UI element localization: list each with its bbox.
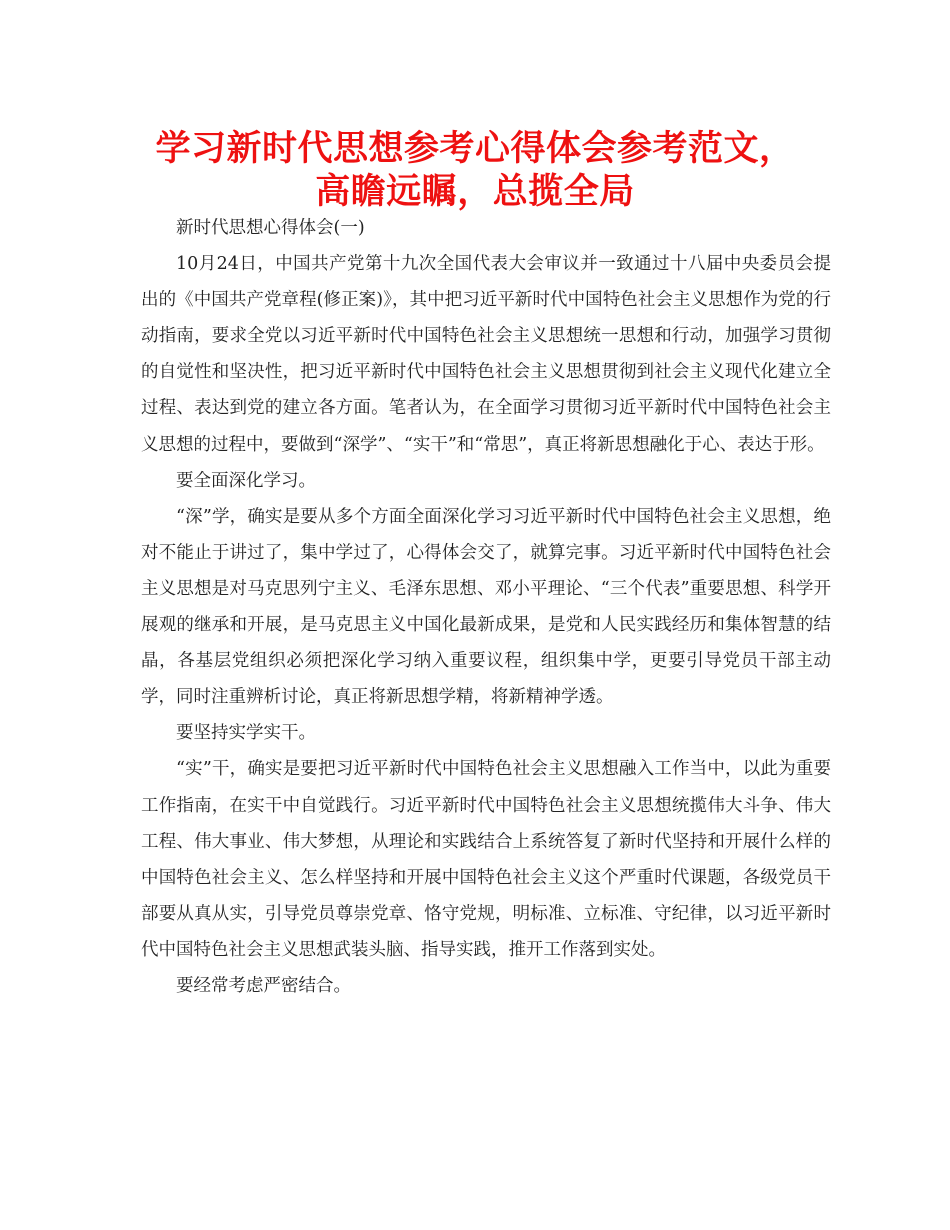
document-title-line-2: 高瞻远瞩，总揽全局 [315,172,635,212]
body-paragraph: “实”干，确实是要把习近平新时代中国特色社会主义思想融入工作当中，以此为重要工作指南，在实干中自觉践行。习近平新时代中国特色社会主义思想统揽伟大斗争、伟大工程、伟大事业、伟大梦想，从理论和实践结合上系统答复了新时代坚持和开展什么样的中国特色社会主义、怎么样坚持和开展中国特色社会主义这个严重时代课题，各级党员干部要从真从实，引导党员尊崇党章、恪守党规，明标准、立标准、守纪律，以习近平新时代中国特色社会主义思想武装头脑、指导实践，推开工作落到实处。 [141,759,831,960]
document-body [141,210,831,1004]
section-heading: 要全面深化学习。 [176,470,316,491]
body-paragraph: “深”学，确实是要从多个方面全面深化学习习近平新时代中国特色社会主义思想，绝对不能止于讲过了，集中学过了，心得体会交了，就算完事。习近平新时代中国特色社会主义思想是对马克思列宁主义、毛泽东思想、邓小平理论、“三个代表”重要思想、科学开展观的继承和开展，是马克思主义中国化最新成果，是党和人民实践经历和集体智慧的结晶，各基层党组织必须把深化学习纳入重要议程，组织集中学，更要引导党员干部主动学，同时注重辨析讨论，真正将新思想学精，将新精神学透。 [141,506,831,708]
document-title-line-1: 学习新时代思想参考心得体会参考范文， [155,129,795,169]
body-paragraph: 10月24日，中国共产党第十九次全国代表大会审议并一致通过十八届中央委员会提出的《中国共产党章程(修正案)》，其中把习近平新时代中国特色社会主义思想作为党的行动指南，要求全党以习近平新时代中国特色社会主义思想统一思想和行动，加强学习贯彻的自觉性和坚决性，把习近平新时代中国特色社会主义思想贯彻到社会主义现代化建立全过程、表达到党的建立各方面。笔者认为，在全面学习贯彻习近平新时代中国特色社会主义思想的过程中，要做到“深学”、“实干”和“常思”，真正将新思想融化于心、表达于形。 [141,254,831,455]
section-heading: 要坚持实学实干。 [176,723,316,744]
section-heading: 要经常考虑严密结合。 [176,975,351,996]
section-heading: 新时代思想心得体会(一) [176,218,365,238]
